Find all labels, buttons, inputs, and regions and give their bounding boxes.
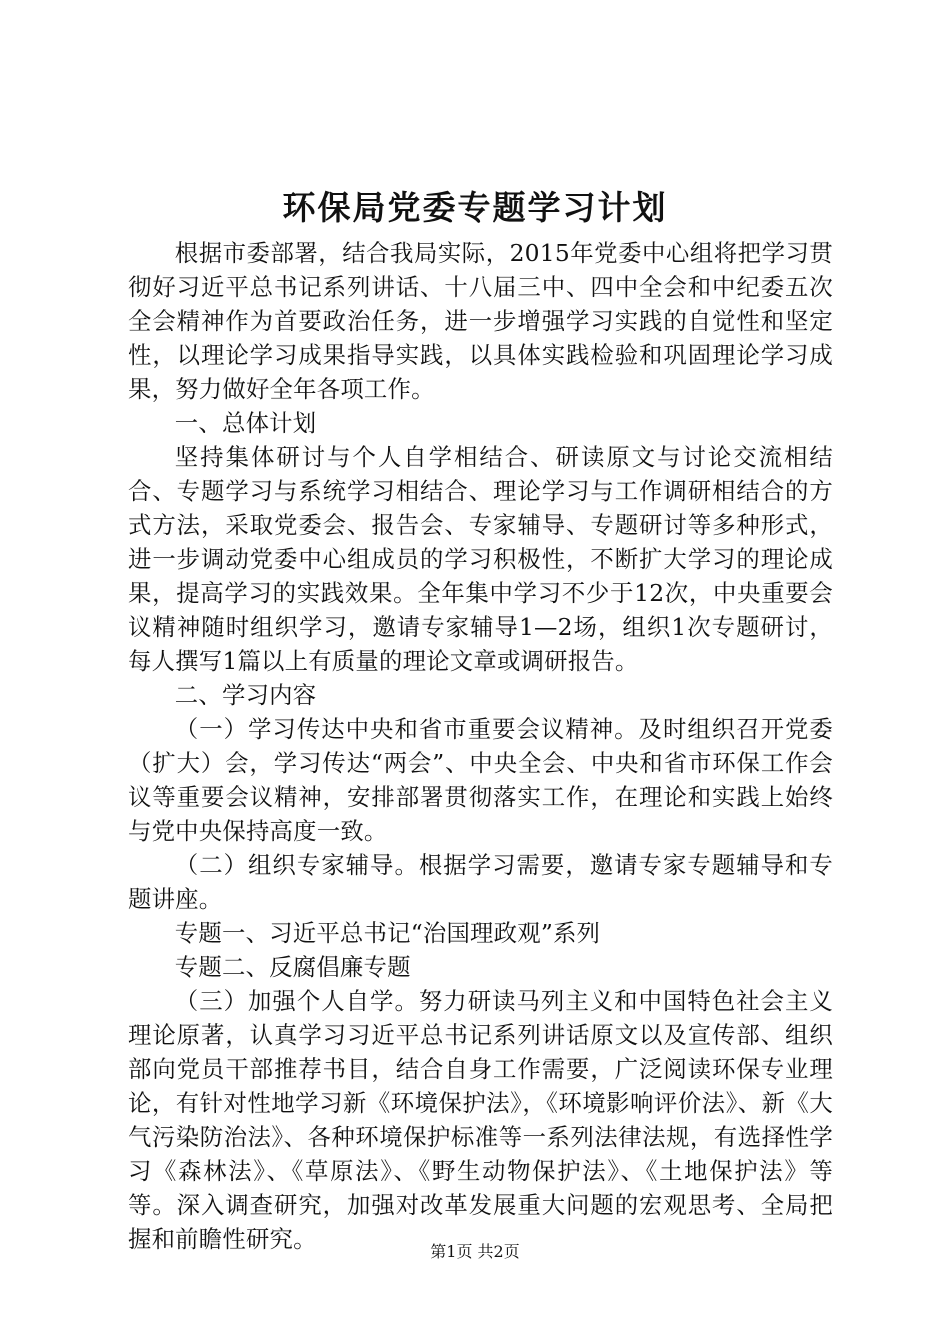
paragraph-overall-plan: 坚持集体研讨与个人自学相结合、研读原文与讨论交流相结合、专题学习与系统学习相结合、理论学习与工作调研相结合的方式方法，采取党委会、报告会、专家辅导、专题研讨等多种形式，进一步调动党委中心组成员的学习积极性，不断扩大学习的理论成果，提高学习的实践效果。全年集中学习不少于12次，中央重要会议精神随时组织学习，邀请专家辅导1—2场，组织1次专题研讨，每人撰写1篇以上有质量的理论文章或调研报告。 — [128, 443, 833, 675]
paragraph-topic-1: 专题一、习近平总书记“治国理政观”系列 — [174, 919, 601, 947]
paragraph-intro: 根据市委部署，结合我局实际，2015年党委中心组将把学习贯彻好习近平总书记系列讲话、十八届三中、四中全会和中纪委五次全会精神作为首要政治任务，进一步增强学习实践的自觉性和坚定性，以理论学习成果指导实践，以具体实践检验和巩固理论学习成果，努力做好全年各项工作。 — [128, 239, 833, 403]
section-heading-overall-plan: 一、总体计划 — [174, 409, 317, 437]
paragraph-topic-2: 专题二、反腐倡廉专题 — [174, 953, 411, 981]
paragraph-item-2: （二）组织专家辅导。根据学习需要，邀请专家专题辅导和专题讲座。 — [128, 851, 833, 913]
page-footer: 第1页 共2页 — [430, 1242, 520, 1261]
document-title: 环保局党委专题学习计划 — [282, 188, 668, 227]
paragraph-item-1: （一）学习传达中央和省市重要会议精神。及时组织召开党委（扩大）会，学习传达“两会”、中央全会、中央和省市环保工作会议等重要会议精神，安排部署贯彻落实工作，在理论和实践上始终与党中央保持高度一致。 — [128, 715, 833, 845]
document-body — [128, 236, 833, 1256]
section-heading-study-content: 二、学习内容 — [174, 681, 317, 709]
paragraph-item-3: （三）加强个人自学。努力研读马列主义和中国特色社会主义理论原著，认真学习习近平总书记系列讲话原文以及宣传部、组织部向党员干部推荐书目，结合自身工作需要，广泛阅读环保专业理论，有针对性地学习新《环境保护法》，《环境影响评价法》、新《大气污染防治法》、各种环境保护标准等一系列法律法规，有选择性学习《森林法》、《草原法》、《野生动物保护法》、《土地保护法》等等。深入调查研究，加强对改革发展重大问题的宏观思考、全局把握和前瞻性研究。 — [128, 987, 833, 1253]
